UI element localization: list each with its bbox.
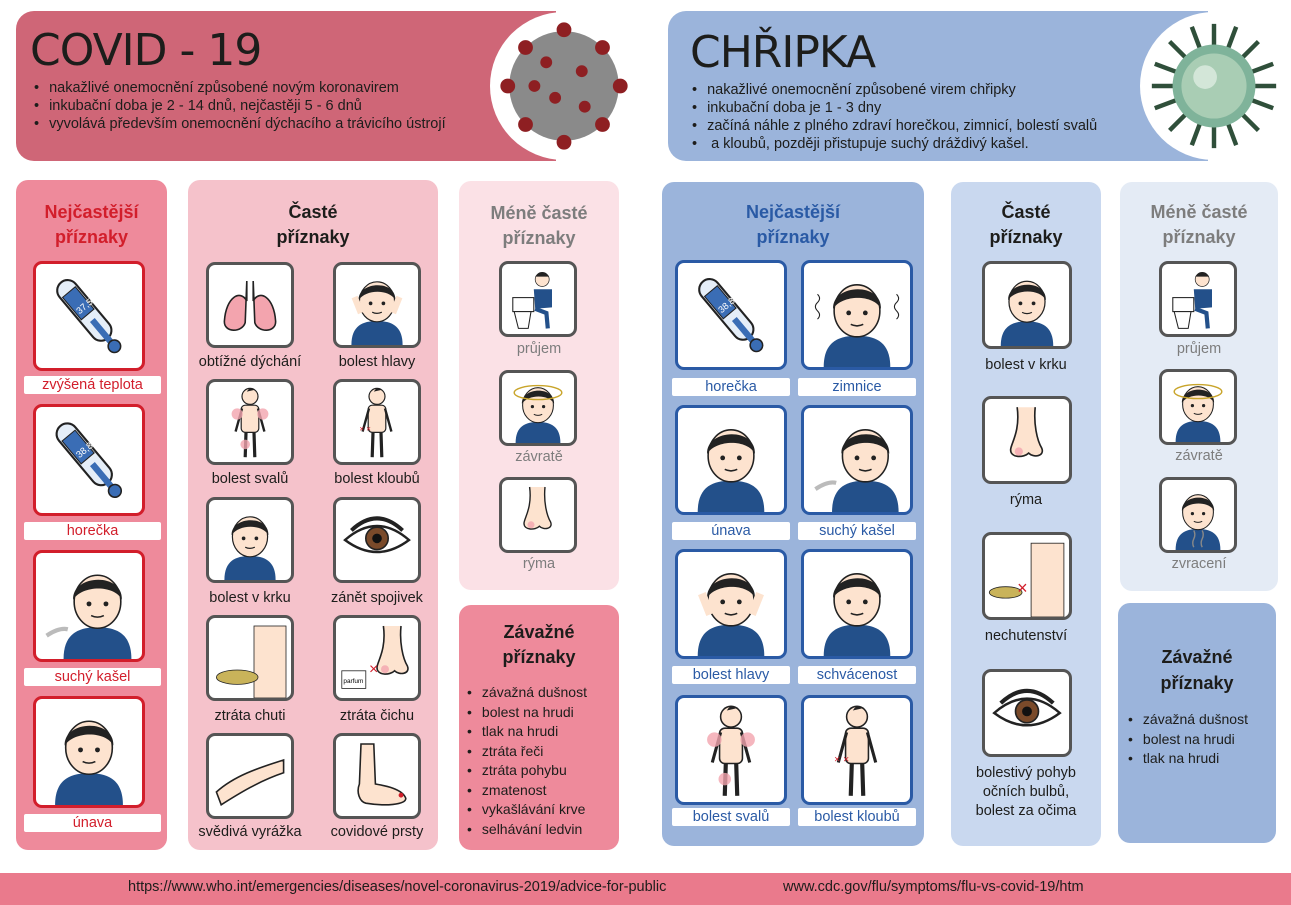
thermometer-icon [33, 261, 145, 371]
symptom-label: svědivá vyrážka [198, 824, 302, 840]
joint-pain-icon [333, 379, 421, 465]
list-item: • bolest na hrudi [467, 703, 587, 723]
panel-title: Časté [1001, 202, 1051, 222]
symptom-label: ztráta chuti [214, 708, 286, 724]
svg-text:× ×: × × [834, 754, 850, 766]
thermometer-reading: 38,8 [716, 295, 737, 315]
symptom-label: bolest hlavy [338, 354, 416, 370]
panel-title: příznaky [756, 227, 830, 247]
joint-pain-icon [801, 695, 913, 805]
vomiting-icon [1159, 477, 1237, 553]
sore-throat-icon [206, 497, 294, 583]
thermometer-icon [33, 404, 145, 516]
perfume-label: parfum [343, 677, 364, 685]
panel-title: příznaky [989, 227, 1063, 247]
muscle-pain-icon [206, 379, 294, 465]
cdc-link[interactable]: www.cdc.gov/flu/symptoms/flu-vs-covid-19/htm [783, 879, 1084, 895]
thermometer-reading: 37,5 [74, 296, 95, 316]
panel-title: Nejčastější [44, 202, 139, 222]
flu-bullet: • nakažlivé onemocnění způsobené virem chřipky [692, 81, 1097, 99]
panel-title: Závažné [1161, 647, 1233, 667]
who-link[interactable]: https://www.who.int/emergencies/diseases/novel-coronavirus-2019/advice-for-public [128, 879, 667, 895]
eye-pain-icon [982, 669, 1072, 757]
headache-icon [675, 549, 787, 659]
covid-bullet: • nakažlivé onemocnění způsobené novým koronavirem [34, 79, 446, 97]
symptom-label: zánět spojivek [331, 590, 423, 606]
panel-title: Časté [288, 202, 338, 222]
dizziness-icon [499, 370, 577, 446]
list-item: • závažná dušnost [1128, 710, 1248, 730]
symptom-label: suchý kašel [24, 668, 161, 686]
symptom-label: bolest hlavy [672, 666, 790, 684]
covid-title: COVID - 19 [30, 25, 262, 76]
panel-title: příznaky [276, 227, 350, 247]
svg-text:×: × [1017, 578, 1028, 599]
diarrhea-icon [499, 261, 577, 337]
flu-bullet: • začíná náhle z plného zdraví horečkou, zimnicí, bolestí svalů [692, 117, 1097, 135]
symptom-label: rýma [522, 556, 556, 572]
symptom-label: nechutenství [984, 628, 1068, 644]
list-item: • ztráta řeči [467, 742, 587, 762]
symptom-label: bolest v krku [209, 590, 291, 606]
covid-toes-icon [333, 733, 421, 819]
dry-cough-icon [33, 550, 145, 662]
symptom-label: únava [24, 814, 161, 832]
rash-icon [206, 733, 294, 819]
covid-description [34, 79, 446, 133]
loss-of-appetite-icon [982, 532, 1072, 620]
covid-bullet: • inkubační doba je 2 - 14 dnů, nejčastěji 5 - 6 dnů [34, 97, 446, 115]
loss-of-taste-icon [206, 615, 294, 701]
list-item: • bolest na hrudi [1128, 730, 1248, 750]
list-item: • závažná dušnost [467, 683, 587, 703]
symptom-label: rýma [1009, 492, 1043, 508]
list-item: • vykašlávání krve [467, 800, 587, 820]
symptom-label: bolest v krku [985, 357, 1067, 373]
svg-text:×: × [369, 661, 379, 678]
symptom-label: ztráta čichu [339, 708, 415, 724]
panel-title: příznaky [502, 228, 576, 248]
conjunctivitis-icon [333, 497, 421, 583]
symptom-label: průjem [516, 341, 562, 357]
symptom-label: horečka [672, 378, 790, 396]
fatigue-icon [675, 405, 787, 515]
symptom-label: zvýšená teplota [24, 376, 161, 394]
symptom-label: bolestivý pohyb [976, 765, 1076, 781]
symptom-label: bolest za očima [975, 803, 1077, 819]
panel-title: příznaky [502, 647, 576, 667]
symptom-label: bolest kloubů [798, 808, 916, 826]
symptom-label: covidové prsty [330, 824, 424, 840]
covid-severe-panel [459, 605, 619, 850]
list-item: • zmatenost [467, 781, 587, 801]
covid-header [16, 11, 556, 161]
dry-cough-icon [801, 405, 913, 515]
list-item: • tlak na hrudi [467, 722, 587, 742]
chills-icon [801, 260, 913, 370]
lungs-icon [206, 262, 294, 348]
dizziness-icon [1159, 369, 1237, 445]
symptom-label: očních bulbů, [982, 784, 1070, 800]
symptom-label: obtížné dýchání [198, 354, 302, 370]
fatigue-icon [33, 696, 145, 808]
flu-bullet-text: a kloubů, později přistupuje suchý dráždivý kašel. [711, 136, 1029, 152]
diarrhea-icon [1159, 261, 1237, 337]
panel-title: Méně časté [1150, 202, 1248, 222]
list-item: • selhávání ledvin [467, 820, 587, 840]
severe-symptoms-list [1128, 710, 1248, 769]
symptom-label: průjem [1176, 341, 1222, 357]
flu-title: CHŘIPKA [690, 27, 876, 78]
sore-throat-icon [982, 261, 1072, 349]
panel-title: příznaky [1162, 227, 1236, 247]
symptom-label: bolest kloubů [334, 471, 420, 487]
flu-virus-image [1140, 12, 1288, 160]
flu-bullet: • inkubační doba je 1 - 3 dny [692, 99, 1097, 117]
list-item: • ztráta pohybu [467, 761, 587, 781]
symptom-label: zimnice [798, 378, 916, 396]
muscle-pain-icon [675, 695, 787, 805]
symptom-label: bolest svalů [672, 808, 790, 826]
symptom-label: horečka [24, 522, 161, 540]
panel-title: příznaky [54, 227, 129, 247]
symptom-label: suchý kašel [798, 522, 916, 540]
thermometer-reading: 38,8 [74, 440, 96, 461]
thermometer-icon [675, 260, 787, 370]
flu-bullet-continued [692, 135, 1097, 153]
coronavirus-image [490, 12, 638, 160]
runny-nose-icon [499, 477, 577, 553]
runny-nose-icon [982, 396, 1072, 484]
footer-bar [0, 873, 1291, 905]
flu-severe-panel [1118, 603, 1276, 843]
exhaustion-icon [801, 549, 913, 659]
headache-icon [333, 262, 421, 348]
panel-title: Nejčastější [745, 202, 841, 222]
symptom-label: únava [672, 522, 790, 540]
flu-description [692, 81, 1097, 153]
loss-of-smell-icon [333, 615, 421, 701]
flu-header [668, 11, 1208, 161]
symptom-label: závratě [1175, 448, 1223, 464]
symptom-label: závratě [515, 449, 563, 465]
panel-title: Závažné [503, 622, 575, 642]
svg-text:× ×: × × [359, 424, 371, 434]
symptom-label: schvácenost [798, 666, 916, 684]
symptom-label: zvracení [1171, 556, 1227, 572]
panel-title: Méně časté [490, 203, 588, 223]
panel-title: příznaky [1160, 673, 1234, 693]
list-item: • tlak na hrudi [1128, 749, 1248, 769]
severe-symptoms-list [467, 683, 587, 839]
covid-bullet: • vyvolává především onemocnění dýchacího a trávicího ústrojí [34, 115, 446, 133]
symptom-label: bolest svalů [211, 471, 289, 487]
